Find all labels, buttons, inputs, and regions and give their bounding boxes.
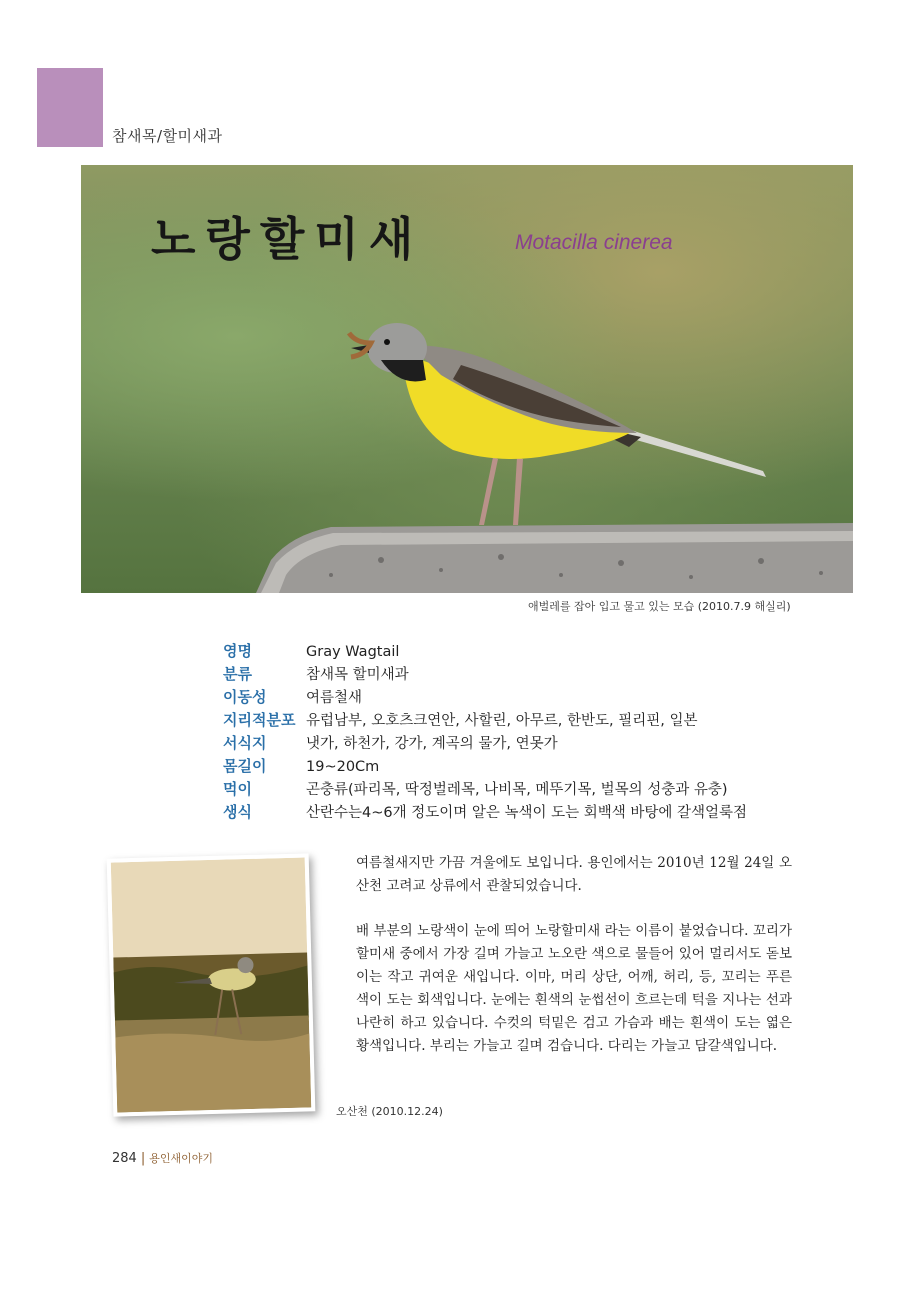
- info-label: 몸길이: [223, 757, 267, 775]
- book-title: 용인새이야기: [149, 1152, 213, 1165]
- info-label: 이동성: [223, 688, 267, 706]
- info-value: 냇가, 하천가, 강가, 계곡의 물가, 연못가: [306, 736, 558, 752]
- info-value: 여름철새: [306, 690, 363, 706]
- wagtail-stream-illustration: [111, 858, 311, 1113]
- info-label: 분류: [223, 665, 252, 683]
- page-number: 284: [112, 1151, 137, 1166]
- description-paragraph: 배 부분의 노랑색이 눈에 띄어 노랑할미새 라는 이름이 붙었습니다. 꼬리가 할미새 중에서 가장 길며 가늘고 노오란 색으로 물들어 있어 멀리서도 돋보이는 작고 귀여운 새입니다. 이마, 머리 상단, 어깨, 허리, 등, 꼬리는 푸른색이 도는 회색입니다. 눈에는 흰색의 눈썹선이 흐르는데 턱을 지나는 선과 나란히 하고 있습니다. 수컷의 턱밑은 검고 가슴과 배는 흰색이 도는 엷은 황색입니다. 부리는 가늘고 길며 검습니다. 다리는 가늘고 담갈색입니다.: [356, 923, 792, 1054]
- info-row: [223, 640, 747, 663]
- description-paragraph: 여름철새지만 가끔 겨울에도 보입니다. 용인에서는 2010년 12월 24일 오산천 고려교 상류에서 관찰되었습니다.: [356, 855, 792, 894]
- species-info-table: [223, 640, 747, 824]
- category-label: 참새목/할미새과: [112, 127, 223, 145]
- info-label: 지리적분포: [223, 711, 296, 729]
- bird-name-title: 노랑할미새: [151, 212, 424, 266]
- info-value: Gray Wagtail: [306, 644, 400, 660]
- info-value: 산란수는4~6개 정도이며 알은 녹색이 도는 회백색 바탕에 갈색얼룩점: [306, 805, 748, 821]
- info-row: [223, 663, 747, 686]
- info-value: 유럽남부, 오호츠크연안, 사할린, 아무르, 한반도, 필리핀, 일본: [306, 713, 698, 729]
- info-label: 생식: [223, 803, 252, 821]
- info-label: 서식지: [223, 734, 267, 752]
- info-value: 곤충류(파리목, 딱정벌레목, 나비목, 메뚜기목, 벌목의 성충과 유충): [306, 782, 728, 798]
- info-row: [223, 732, 747, 755]
- info-row: [223, 709, 747, 732]
- info-label: 영명: [223, 642, 252, 660]
- info-row: [223, 755, 747, 778]
- info-row: [223, 801, 747, 824]
- footer-divider: |: [140, 1151, 146, 1166]
- section-tab-block: [37, 68, 103, 147]
- info-label: 먹이: [223, 780, 252, 798]
- scientific-name: Motacilla cinerea: [515, 231, 673, 254]
- description-text: [356, 852, 792, 1080]
- hero-photo-caption: 애벌레를 잡아 입고 물고 있는 모습 (2010.7.9 해실리): [528, 600, 791, 613]
- info-row: [223, 686, 747, 709]
- hero-photo: [81, 165, 853, 593]
- info-value: 19~20Cm: [306, 759, 380, 775]
- page-footer: [112, 1150, 213, 1166]
- secondary-photo-caption: 오산천 (2010.12.24): [336, 1105, 443, 1118]
- info-row: [223, 778, 747, 801]
- info-value: 참새목 할미새과: [306, 667, 409, 683]
- secondary-photo: [107, 853, 316, 1116]
